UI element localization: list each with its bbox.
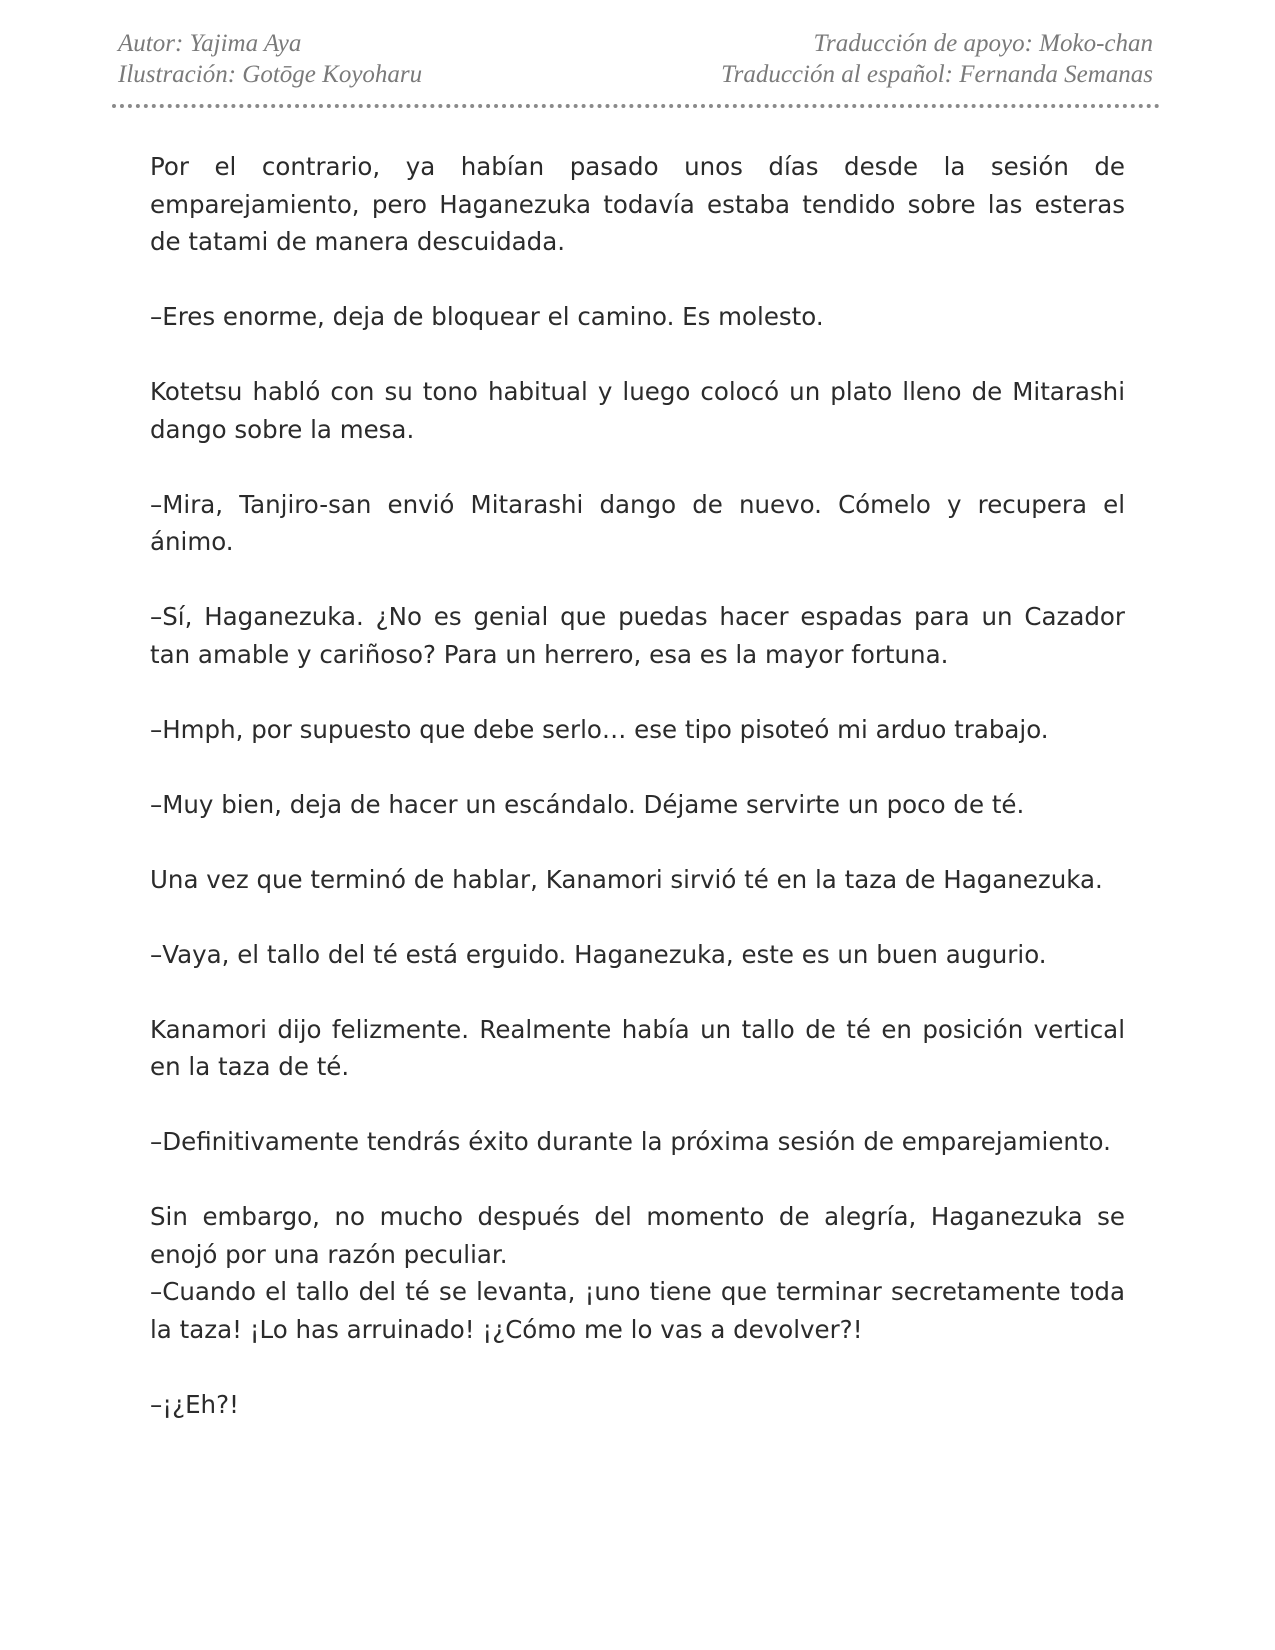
paragraph: –Definitivamente tendrás éxito durante la próxima sesión de emparejamiento.	[150, 1127, 1111, 1156]
illustration-credit: Ilustración: Gotōge Koyoharu	[118, 61, 423, 88]
credits-right	[721, 28, 1153, 90]
author-credit: Autor: Yajima Aya	[118, 30, 302, 57]
paragraph: –Muy bien, deja de hacer un escándalo. Déjame servirte un poco de té.	[150, 789, 1025, 819]
paragraph: –Cuando el tallo del té se levanta, ¡uno tiene que terminar secretamente toda la taza! ¡Lo has arruinado! ¡¿Cómo me lo vas a devolver?!	[150, 1277, 1125, 1344]
paragraph: –Eres enorme, deja de bloquear el camino. Es molesto.	[150, 302, 824, 331]
paragraph: –¡¿Eh?!	[150, 1389, 239, 1419]
page-header	[118, 28, 1153, 90]
paragraph: –Hmph, por supuesto que debe serlo… ese tipo pisoteó mi arduo trabajo.	[150, 714, 1049, 744]
paragraph: –Mira, Tanjiro-san envió Mitarashi dango de nuevo. Cómelo y recupera el ánimo.	[150, 489, 1125, 556]
paragraph: Por el contrario, ya habían pasado unos días desde la sesión de emparejamiento, pero Haganezuka todavía estaba tendido sobre las esteras de tatami de manera descuidada.	[150, 152, 1125, 256]
paragraph: –Vaya, el tallo del té está erguido. Haganezuka, este es un buen augurio.	[150, 939, 1047, 969]
credits-left	[118, 28, 422, 90]
story-text	[150, 148, 1125, 1461]
paragraph: Kotetsu habló con su tono habitual y luego colocó un plato lleno de Mitarashi dango sobre la mesa.	[150, 377, 1125, 444]
paragraph: –Sí, Haganezuka. ¿No es genial que puedas hacer espadas para un Cazador tan amable y cariñoso? Para un herrero, esa es la mayor fortuna.	[150, 602, 1125, 669]
paragraph: Una vez que terminó de hablar, Kanamori sirvió té en la taza de Haganezuka.	[150, 864, 1103, 894]
paragraph: Kanamori dijo felizmente. Realmente había un tallo de té en posición vertical en la taza de té.	[150, 1014, 1125, 1081]
header-divider	[112, 104, 1160, 108]
spanish-translation-credit: Traducción al español: Fernanda Semanas	[721, 61, 1153, 88]
support-translation-credit: Traducción de apoyo: Moko-chan	[813, 30, 1153, 57]
paragraph: Sin embargo, no mucho después del momento de alegría, Haganezuka se enojó por una razón peculiar.	[150, 1202, 1125, 1269]
